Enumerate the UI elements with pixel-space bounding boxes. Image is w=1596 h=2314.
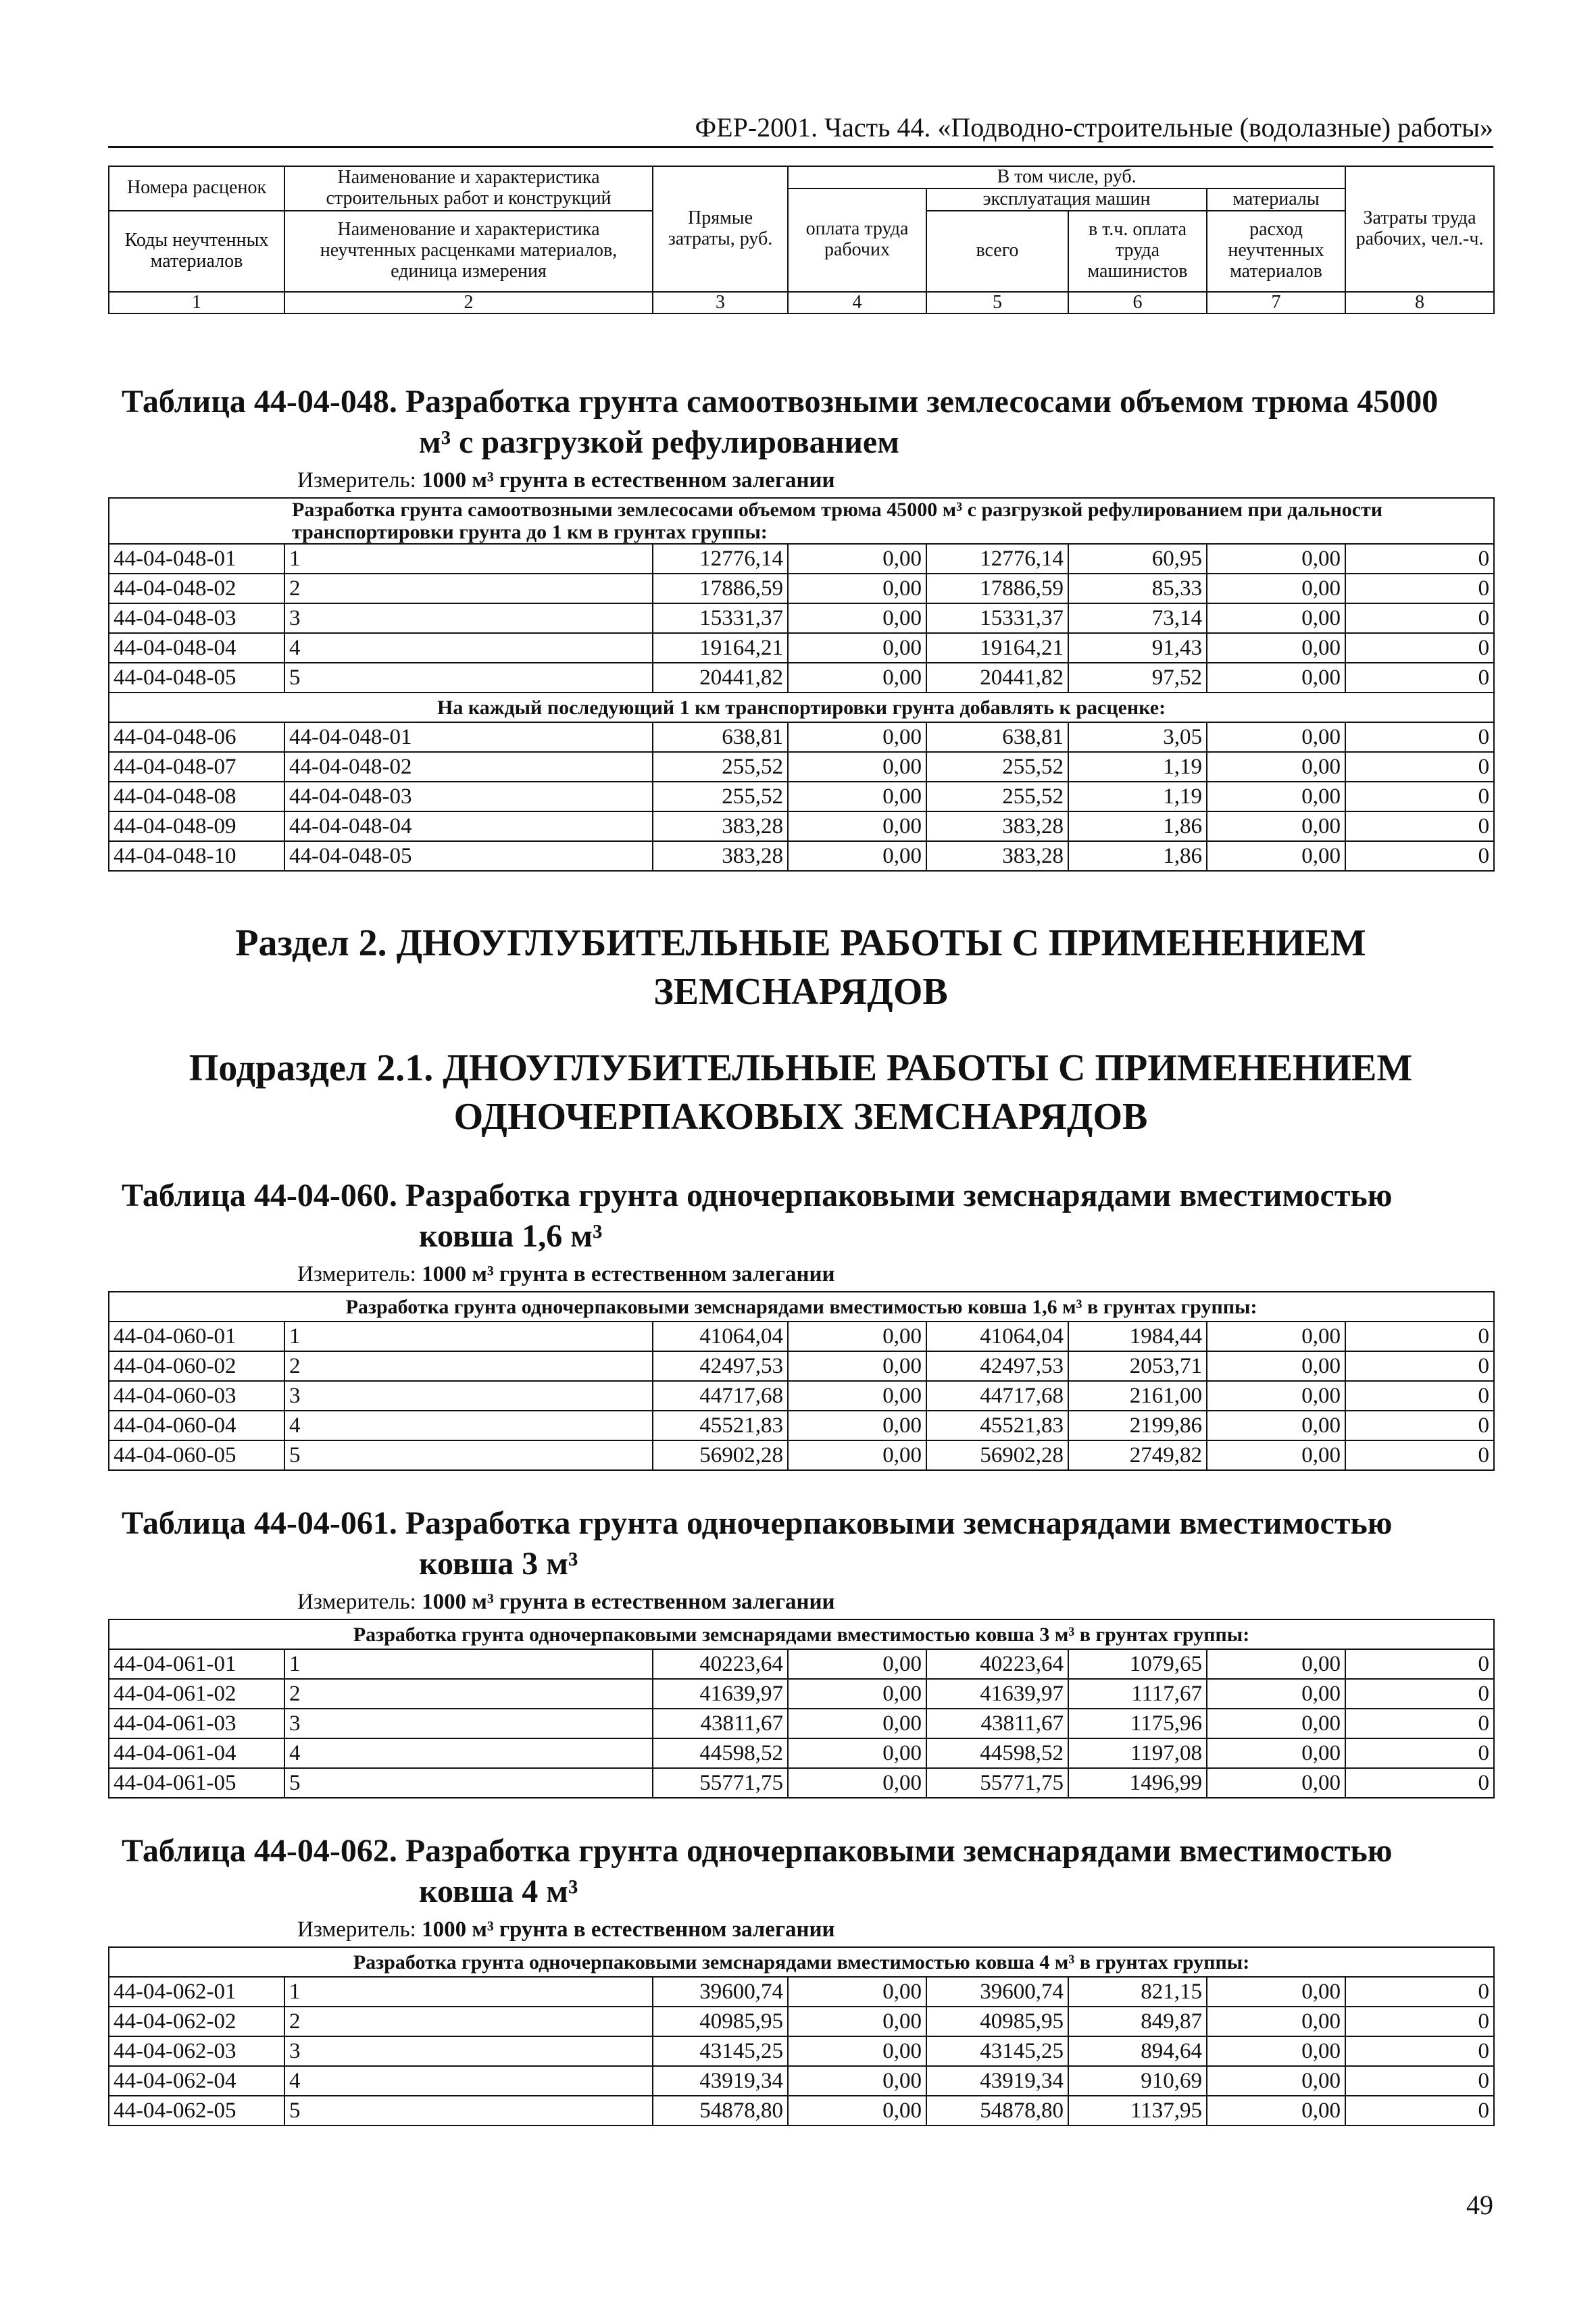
page-number: 49 <box>1466 2190 1493 2220</box>
name-cell: 3 <box>284 2036 653 2066</box>
name-cell: 2 <box>284 1679 653 1709</box>
name-cell: 5 <box>284 663 653 693</box>
name-cell: 3 <box>284 1709 653 1738</box>
value-cell: 849,87 <box>1068 2007 1207 2036</box>
table-row <box>109 603 1494 633</box>
rate-code-cell: 44-04-062-03 <box>109 2036 284 2066</box>
value-cell: 43919,34 <box>653 2066 788 2096</box>
value-cell: 73,14 <box>1068 603 1207 633</box>
rate-code-cell: 44-04-048-10 <box>109 841 284 871</box>
rate-code-cell: 44-04-061-05 <box>109 1768 284 1798</box>
value-cell: 1,86 <box>1068 811 1207 841</box>
name-cell: 2 <box>284 574 653 603</box>
value-cell: 0 <box>1345 603 1494 633</box>
value-cell: 3,05 <box>1068 722 1207 752</box>
table-row <box>109 811 1494 841</box>
value-cell: 0,00 <box>788 603 926 633</box>
rate-code-cell: 44-04-062-02 <box>109 2007 284 2036</box>
name-cell: 2 <box>284 2007 653 2036</box>
value-cell: 0,00 <box>1207 1679 1345 1709</box>
value-cell: 40985,95 <box>926 2007 1068 2036</box>
value-cell: 56902,28 <box>926 1440 1068 1470</box>
col3-header: Прямые затраты, руб. <box>653 166 788 292</box>
value-cell: 0 <box>1345 1381 1494 1411</box>
value-cell: 0 <box>1345 574 1494 603</box>
value-cell: 0,00 <box>1207 2096 1345 2126</box>
value-cell: 0 <box>1345 1411 1494 1440</box>
value-cell: 55771,75 <box>653 1768 788 1798</box>
col6-header: в т.ч. оплата труда машинистов <box>1068 211 1207 292</box>
section-2-heading: Раздел 2. ДНОУГЛУБИТЕЛЬНЫЕ РАБОТЫ С ПРИМЕНЕНИЕМ ЗЕМСНАРЯДОВ <box>235 922 1366 1013</box>
value-cell: 0,00 <box>1207 1440 1345 1470</box>
col5-header: всего <box>926 211 1068 292</box>
value-cell: 0,00 <box>1207 1649 1345 1679</box>
col4-header: оплата труда рабочих <box>788 188 926 292</box>
value-cell: 0,00 <box>1207 1351 1345 1381</box>
table-row <box>109 663 1494 693</box>
value-cell: 0,00 <box>788 1679 926 1709</box>
group-row <box>109 498 1494 544</box>
value-cell: 0 <box>1345 752 1494 782</box>
value-cell: 0,00 <box>1207 1768 1345 1798</box>
rate-code-cell: 44-04-062-05 <box>109 2096 284 2126</box>
table-row <box>109 841 1494 871</box>
table-row <box>109 2066 1494 2096</box>
name-cell: 4 <box>284 1411 653 1440</box>
value-cell: 43919,34 <box>926 2066 1068 2096</box>
value-cell: 0,00 <box>1207 544 1345 574</box>
table-row <box>109 782 1494 811</box>
rate-code-cell: 44-04-062-04 <box>109 2066 284 2096</box>
value-cell: 0,00 <box>1207 811 1345 841</box>
col-num: 4 <box>788 292 926 314</box>
value-cell: 17886,59 <box>926 574 1068 603</box>
value-cell: 0 <box>1345 633 1494 663</box>
table-row <box>109 2036 1494 2066</box>
table-row <box>109 1351 1494 1381</box>
value-cell: 383,28 <box>926 811 1068 841</box>
rate-code-cell: 44-04-061-01 <box>109 1649 284 1679</box>
value-cell: 0,00 <box>788 1649 926 1679</box>
table-048 <box>108 497 1495 872</box>
group-heading: Разработка грунта одночерпаковыми земснарядами вместимостью ковша 1,6 м³ в грунтах группы: <box>109 1292 1494 1322</box>
col7-header: расход неучтенных материалов <box>1207 211 1345 292</box>
value-cell: 1,19 <box>1068 752 1207 782</box>
value-cell: 43811,67 <box>926 1709 1068 1738</box>
rate-code-cell: 44-04-060-02 <box>109 1351 284 1381</box>
name-cell: 5 <box>284 1440 653 1470</box>
name-cell: 1 <box>284 1322 653 1351</box>
table-062-block <box>108 1831 1493 2126</box>
table-060-block <box>108 1176 1493 1471</box>
value-cell: 894,64 <box>1068 2036 1207 2066</box>
value-cell: 20441,82 <box>653 663 788 693</box>
col1-bottom: Коды неучтенных материалов <box>109 211 284 292</box>
name-cell: 5 <box>284 1768 653 1798</box>
value-cell: 255,52 <box>926 782 1068 811</box>
table-row <box>109 633 1494 663</box>
value-cell: 0,00 <box>1207 2036 1345 2066</box>
value-cell: 0 <box>1345 1977 1494 2007</box>
col-num: 8 <box>1345 292 1494 314</box>
machines-header: эксплуатация машин <box>926 188 1207 211</box>
value-cell: 2199,86 <box>1068 1411 1207 1440</box>
value-cell: 40223,64 <box>926 1649 1068 1679</box>
group-row <box>109 1619 1494 1649</box>
value-cell: 821,15 <box>1068 1977 1207 2007</box>
table-062-title: Таблица 44-04-062. Разработка грунта одночерпаковыми земснарядами вместимостью ковша 4 м³ <box>122 1833 1393 1909</box>
value-cell: 0,00 <box>1207 574 1345 603</box>
value-cell: 0,00 <box>788 841 926 871</box>
group-row <box>109 693 1494 722</box>
table-row <box>109 1709 1494 1738</box>
value-cell: 0 <box>1345 811 1494 841</box>
value-cell: 0 <box>1345 782 1494 811</box>
value-cell: 41064,04 <box>926 1322 1068 1351</box>
value-cell: 0 <box>1345 1322 1494 1351</box>
value-cell: 0 <box>1345 544 1494 574</box>
value-cell: 44717,68 <box>926 1381 1068 1411</box>
value-cell: 15331,37 <box>653 603 788 633</box>
col1-top: Номера расценок <box>109 166 284 211</box>
value-cell: 0,00 <box>1207 1709 1345 1738</box>
value-cell: 255,52 <box>653 782 788 811</box>
value-cell: 0,00 <box>788 1381 926 1411</box>
table-row <box>109 1977 1494 2007</box>
table-061-unit: Измеритель: 1000 м³ грунта в естественном залегании <box>297 1590 835 1614</box>
value-cell: 20441,82 <box>926 663 1068 693</box>
value-cell: 0,00 <box>1207 2066 1345 2096</box>
value-cell: 97,52 <box>1068 663 1207 693</box>
rate-code-cell: 44-04-061-03 <box>109 1709 284 1738</box>
value-cell: 0,00 <box>1207 1738 1345 1768</box>
value-cell: 0 <box>1345 1768 1494 1798</box>
name-cell: 1 <box>284 1649 653 1679</box>
value-cell: 54878,80 <box>653 2096 788 2126</box>
table-row <box>109 1649 1494 1679</box>
value-cell: 44717,68 <box>653 1381 788 1411</box>
name-cell: 1 <box>284 1977 653 2007</box>
value-cell: 0 <box>1345 1709 1494 1738</box>
in-total-header: В том числе, руб. <box>788 166 1345 188</box>
table-row <box>109 544 1494 574</box>
name-cell: 5 <box>284 2096 653 2126</box>
value-cell: 0,00 <box>788 782 926 811</box>
group-heading: Разработка грунта одночерпаковыми земснарядами вместимостью ковша 3 м³ в грунтах группы: <box>109 1619 1494 1649</box>
value-cell: 910,69 <box>1068 2066 1207 2096</box>
value-cell: 0,00 <box>788 2096 926 2126</box>
value-cell: 0,00 <box>788 1709 926 1738</box>
table-062-unit: Измеритель: 1000 м³ грунта в естественном залегании <box>297 1917 835 1942</box>
value-cell: 2053,71 <box>1068 1351 1207 1381</box>
value-cell: 0,00 <box>788 722 926 752</box>
value-cell: 19164,21 <box>926 633 1068 663</box>
rate-code-cell: 44-04-048-08 <box>109 782 284 811</box>
table-061-title: Таблица 44-04-061. Разработка грунта одночерпаковыми земснарядами вместимостью ковша 3 м³ <box>122 1505 1393 1582</box>
value-cell: 1197,08 <box>1068 1738 1207 1768</box>
value-cell: 0,00 <box>788 2036 926 2066</box>
value-cell: 0 <box>1345 2007 1494 2036</box>
value-cell: 0,00 <box>788 1977 926 2007</box>
value-cell: 0 <box>1345 2096 1494 2126</box>
table-row <box>109 2096 1494 2126</box>
value-cell: 0,00 <box>1207 1381 1345 1411</box>
value-cell: 0 <box>1345 1440 1494 1470</box>
value-cell: 40223,64 <box>653 1649 788 1679</box>
col2-bottom: Наименование и характеристика неучтенных расценками материалов, единица измерения <box>284 211 653 292</box>
value-cell: 0,00 <box>1207 1411 1345 1440</box>
table-062 <box>108 1946 1495 2126</box>
value-cell: 0 <box>1345 1649 1494 1679</box>
value-cell: 42497,53 <box>926 1351 1068 1381</box>
value-cell: 2749,82 <box>1068 1440 1207 1470</box>
name-cell: 4 <box>284 633 653 663</box>
value-cell: 0,00 <box>788 544 926 574</box>
value-cell: 255,52 <box>653 752 788 782</box>
value-cell: 0 <box>1345 2036 1494 2066</box>
table-row <box>109 752 1494 782</box>
subsection-2-1-heading: Подраздел 2.1. ДНОУГЛУБИТЕЛЬНЫЕ РАБОТЫ С ПРИМЕНЕНИЕМ ОДНОЧЕРПАКОВЫХ ЗЕМСНАРЯДОВ <box>189 1047 1413 1138</box>
name-cell: 1 <box>284 544 653 574</box>
table-row <box>109 574 1494 603</box>
materials-header: материалы <box>1207 188 1345 211</box>
value-cell: 0,00 <box>1207 603 1345 633</box>
value-cell: 17886,59 <box>653 574 788 603</box>
value-cell: 41639,97 <box>653 1679 788 1709</box>
table-row <box>109 2007 1494 2036</box>
name-cell: 3 <box>284 603 653 633</box>
col-num: 2 <box>284 292 653 314</box>
value-cell: 0,00 <box>1207 633 1345 663</box>
rate-code-cell: 44-04-062-01 <box>109 1977 284 2007</box>
value-cell: 0 <box>1345 1351 1494 1381</box>
value-cell: 19164,21 <box>653 633 788 663</box>
col-num: 1 <box>109 292 284 314</box>
table-048-block <box>108 382 1493 872</box>
value-cell: 39600,74 <box>653 1977 788 2007</box>
value-cell: 0 <box>1345 1738 1494 1768</box>
col-num: 5 <box>926 292 1068 314</box>
value-cell: 0,00 <box>1207 663 1345 693</box>
value-cell: 1,86 <box>1068 841 1207 871</box>
rate-code-cell: 44-04-048-09 <box>109 811 284 841</box>
name-cell: 3 <box>284 1381 653 1411</box>
value-cell: 43145,25 <box>653 2036 788 2066</box>
table-row <box>109 1411 1494 1440</box>
value-cell: 0 <box>1345 841 1494 871</box>
table-row <box>109 1322 1494 1351</box>
value-cell: 0,00 <box>1207 2007 1345 2036</box>
value-cell: 0,00 <box>788 1351 926 1381</box>
rate-code-cell: 44-04-048-03 <box>109 603 284 633</box>
value-cell: 0,00 <box>788 1440 926 1470</box>
value-cell: 255,52 <box>926 752 1068 782</box>
rate-code-cell: 44-04-048-05 <box>109 663 284 693</box>
value-cell: 0,00 <box>1207 722 1345 752</box>
value-cell: 383,28 <box>653 811 788 841</box>
value-cell: 1175,96 <box>1068 1709 1207 1738</box>
group-row <box>109 1292 1494 1322</box>
value-cell: 0,00 <box>788 752 926 782</box>
value-cell: 0,00 <box>788 1411 926 1440</box>
value-cell: 0,00 <box>788 2007 926 2036</box>
value-cell: 56902,28 <box>653 1440 788 1470</box>
value-cell: 0 <box>1345 663 1494 693</box>
value-cell: 0,00 <box>1207 1977 1345 2007</box>
table-row <box>109 1381 1494 1411</box>
group-row <box>109 1947 1494 1977</box>
value-cell: 0,00 <box>788 1322 926 1351</box>
rate-code-cell: 44-04-060-03 <box>109 1381 284 1411</box>
value-cell: 12776,14 <box>926 544 1068 574</box>
table-row <box>109 1440 1494 1470</box>
value-cell: 1137,95 <box>1068 2096 1207 2126</box>
value-cell: 2161,00 <box>1068 1381 1207 1411</box>
running-header: ФЕР-2001. Часть 44. «Подводно-строительные (водолазные) работы» <box>695 112 1493 143</box>
value-cell: 42497,53 <box>653 1351 788 1381</box>
col2-top: Наименование и характеристика строительных работ и конструкций <box>284 166 653 211</box>
col-num: 7 <box>1207 292 1345 314</box>
column-header-block <box>108 166 1493 314</box>
value-cell: 0,00 <box>1207 782 1345 811</box>
value-cell: 1,19 <box>1068 782 1207 811</box>
value-cell: 45521,83 <box>653 1411 788 1440</box>
value-cell: 1496,99 <box>1068 1768 1207 1798</box>
group-heading: Разработка грунта самоотвозными землесосами объемом трюма 45000 м³ с разгрузкой рефулированием при дальности транспортировки грунта до 1 км в грунтах группы: <box>109 498 1494 544</box>
table-060 <box>108 1291 1495 1471</box>
value-cell: 40985,95 <box>653 2007 788 2036</box>
name-cell: 44-04-048-04 <box>284 811 653 841</box>
rate-code-cell: 44-04-061-02 <box>109 1679 284 1709</box>
table-061-block <box>108 1503 1493 1799</box>
table-row <box>109 722 1494 752</box>
value-cell: 638,81 <box>653 722 788 752</box>
value-cell: 0 <box>1345 1679 1494 1709</box>
value-cell: 15331,37 <box>926 603 1068 633</box>
header-rule <box>108 146 1493 148</box>
col-num: 6 <box>1068 292 1207 314</box>
rate-code-cell: 44-04-061-04 <box>109 1738 284 1768</box>
value-cell: 44598,52 <box>926 1738 1068 1768</box>
name-cell: 44-04-048-02 <box>284 752 653 782</box>
value-cell: 383,28 <box>653 841 788 871</box>
table-061 <box>108 1619 1495 1799</box>
value-cell: 91,43 <box>1068 633 1207 663</box>
name-cell: 44-04-048-03 <box>284 782 653 811</box>
value-cell: 1117,67 <box>1068 1679 1207 1709</box>
value-cell: 0 <box>1345 2066 1494 2096</box>
value-cell: 41639,97 <box>926 1679 1068 1709</box>
rate-code-cell: 44-04-060-05 <box>109 1440 284 1470</box>
rate-code-cell: 44-04-048-07 <box>109 752 284 782</box>
table-060-title: Таблица 44-04-060. Разработка грунта одночерпаковыми земснарядами вместимостью ковша 1,6 м³ <box>122 1178 1393 1254</box>
table-060-unit: Измеритель: 1000 м³ грунта в естественном залегании <box>297 1262 835 1286</box>
value-cell: 0,00 <box>788 633 926 663</box>
col8-header: Затраты труда рабочих, чел.-ч. <box>1345 166 1494 292</box>
rate-code-cell: 44-04-060-01 <box>109 1322 284 1351</box>
value-cell: 41064,04 <box>653 1322 788 1351</box>
value-cell: 0,00 <box>788 1768 926 1798</box>
value-cell: 0 <box>1345 722 1494 752</box>
rate-code-cell: 44-04-060-04 <box>109 1411 284 1440</box>
rate-code-cell: 44-04-048-06 <box>109 722 284 752</box>
value-cell: 55771,75 <box>926 1768 1068 1798</box>
table-row <box>109 1768 1494 1798</box>
value-cell: 638,81 <box>926 722 1068 752</box>
value-cell: 39600,74 <box>926 1977 1068 2007</box>
value-cell: 0,00 <box>1207 1322 1345 1351</box>
name-cell: 4 <box>284 2066 653 2096</box>
value-cell: 45521,83 <box>926 1411 1068 1440</box>
value-cell: 0,00 <box>788 1738 926 1768</box>
table-048-unit: Измеритель: 1000 м³ грунта в естественном залегании <box>297 468 835 493</box>
value-cell: 85,33 <box>1068 574 1207 603</box>
value-cell: 0,00 <box>788 663 926 693</box>
value-cell: 60,95 <box>1068 544 1207 574</box>
group-heading: На каждый последующий 1 км транспортировки грунта добавлять к расценке: <box>109 693 1494 722</box>
value-cell: 0,00 <box>788 574 926 603</box>
column-header-table <box>108 166 1495 314</box>
value-cell: 1079,65 <box>1068 1649 1207 1679</box>
value-cell: 44598,52 <box>653 1738 788 1768</box>
name-cell: 2 <box>284 1351 653 1381</box>
value-cell: 0,00 <box>788 811 926 841</box>
name-cell: 4 <box>284 1738 653 1768</box>
table-048-title: Таблица 44-04-048. Разработка грунта самоотвозными землесосами объемом трюма 45000 м³ с разгрузкой рефулированием <box>122 384 1439 460</box>
rate-code-cell: 44-04-048-04 <box>109 633 284 663</box>
value-cell: 0,00 <box>1207 841 1345 871</box>
table-row <box>109 1738 1494 1768</box>
group-heading: Разработка грунта одночерпаковыми земснарядами вместимостью ковша 4 м³ в грунтах группы: <box>109 1947 1494 1977</box>
value-cell: 383,28 <box>926 841 1068 871</box>
value-cell: 43811,67 <box>653 1709 788 1738</box>
table-row <box>109 1679 1494 1709</box>
value-cell: 54878,80 <box>926 2096 1068 2126</box>
name-cell: 44-04-048-05 <box>284 841 653 871</box>
value-cell: 1984,44 <box>1068 1322 1207 1351</box>
col-num: 3 <box>653 292 788 314</box>
rate-code-cell: 44-04-048-01 <box>109 544 284 574</box>
value-cell: 0,00 <box>788 2066 926 2096</box>
value-cell: 12776,14 <box>653 544 788 574</box>
value-cell: 43145,25 <box>926 2036 1068 2066</box>
rate-code-cell: 44-04-048-02 <box>109 574 284 603</box>
value-cell: 0,00 <box>1207 752 1345 782</box>
name-cell: 44-04-048-01 <box>284 722 653 752</box>
